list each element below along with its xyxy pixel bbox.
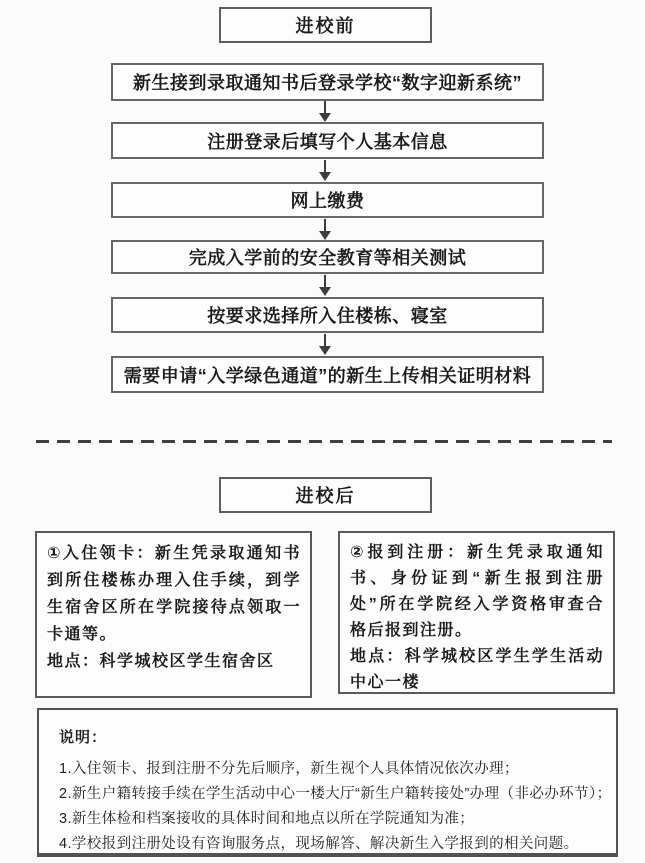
section-title-before-entry-label: 进校前 <box>295 16 356 36</box>
dashed-divider <box>36 440 612 443</box>
arrow-shaft <box>324 160 326 172</box>
card-registration <box>338 531 615 694</box>
note-item-4: 4.学校报到注册处设有咨询服务点，现场解答、解决新生入学报到的相关问题。 <box>59 836 579 852</box>
arrow-down-icon <box>318 101 332 122</box>
flow-step-choose-dorm: 按要求选择所入住楼栋、寝室 <box>111 297 544 333</box>
arrow-head <box>319 172 331 181</box>
arrow-down-icon <box>318 219 332 240</box>
note-item-1: 1.入住领卡、报到注册不分先后顺序，新生视个人具体情况依次办理； <box>59 761 519 777</box>
notes-title: 说明： <box>59 729 108 746</box>
arrow-shaft <box>324 219 326 231</box>
arrow-down-icon <box>318 160 332 181</box>
arrow-down-icon <box>318 275 332 296</box>
flow-step-safety-education: 完成入学前的安全教育等相关测试 <box>111 240 544 274</box>
flow-step-login-system: 新生接到录取通知书后登录学校“数字迎新系统” <box>111 63 544 101</box>
arrow-shaft <box>324 101 326 113</box>
section-title-after-entry-label: 进校后 <box>295 486 356 506</box>
note-item-2: 2.新生户籍转接手续在学生活动中心一楼大厅“新生户籍转接处”办理（非必办环节）； <box>59 786 612 802</box>
flow-step-green-channel: 需要申请“入学绿色通道”的新生上传相关证明材料 <box>111 356 544 393</box>
note-item-3: 3.新生体检和档案接收的具体时间和地点以所在学院通知为准； <box>59 811 475 827</box>
notes-box <box>37 708 618 857</box>
arrow-shaft <box>324 334 326 346</box>
card-checkin-body: ①入住领卡：新生凭录取通知书到所住楼栋办理入住手续，到学生宿舍区所在学院接待点领取一卡通等。 <box>47 545 301 643</box>
arrow-head <box>319 231 331 240</box>
card-registration-location: 地点：科学城校区学生学生活动中心一楼 <box>350 648 604 691</box>
flow-step-online-payment: 网上缴费 <box>111 182 544 218</box>
arrow-head <box>319 287 331 296</box>
arrow-head <box>319 113 331 122</box>
card-checkin-location: 地点：科学城校区学生宿舍区 <box>47 653 275 670</box>
section-title-after-entry <box>219 477 432 513</box>
arrow-head <box>319 346 331 355</box>
arrow-shaft <box>324 275 326 287</box>
section-title-before-entry <box>219 7 432 43</box>
arrow-down-icon <box>318 334 332 355</box>
card-checkin-card-pickup <box>35 531 312 698</box>
card-registration-body: ②报到注册：新生凭录取通知书、身份证到“新生报到注册处”所在学院经入学资格审查合格后报到注册。 <box>350 544 604 639</box>
flow-step-register-info: 注册登录后填写个人基本信息 <box>111 122 544 159</box>
